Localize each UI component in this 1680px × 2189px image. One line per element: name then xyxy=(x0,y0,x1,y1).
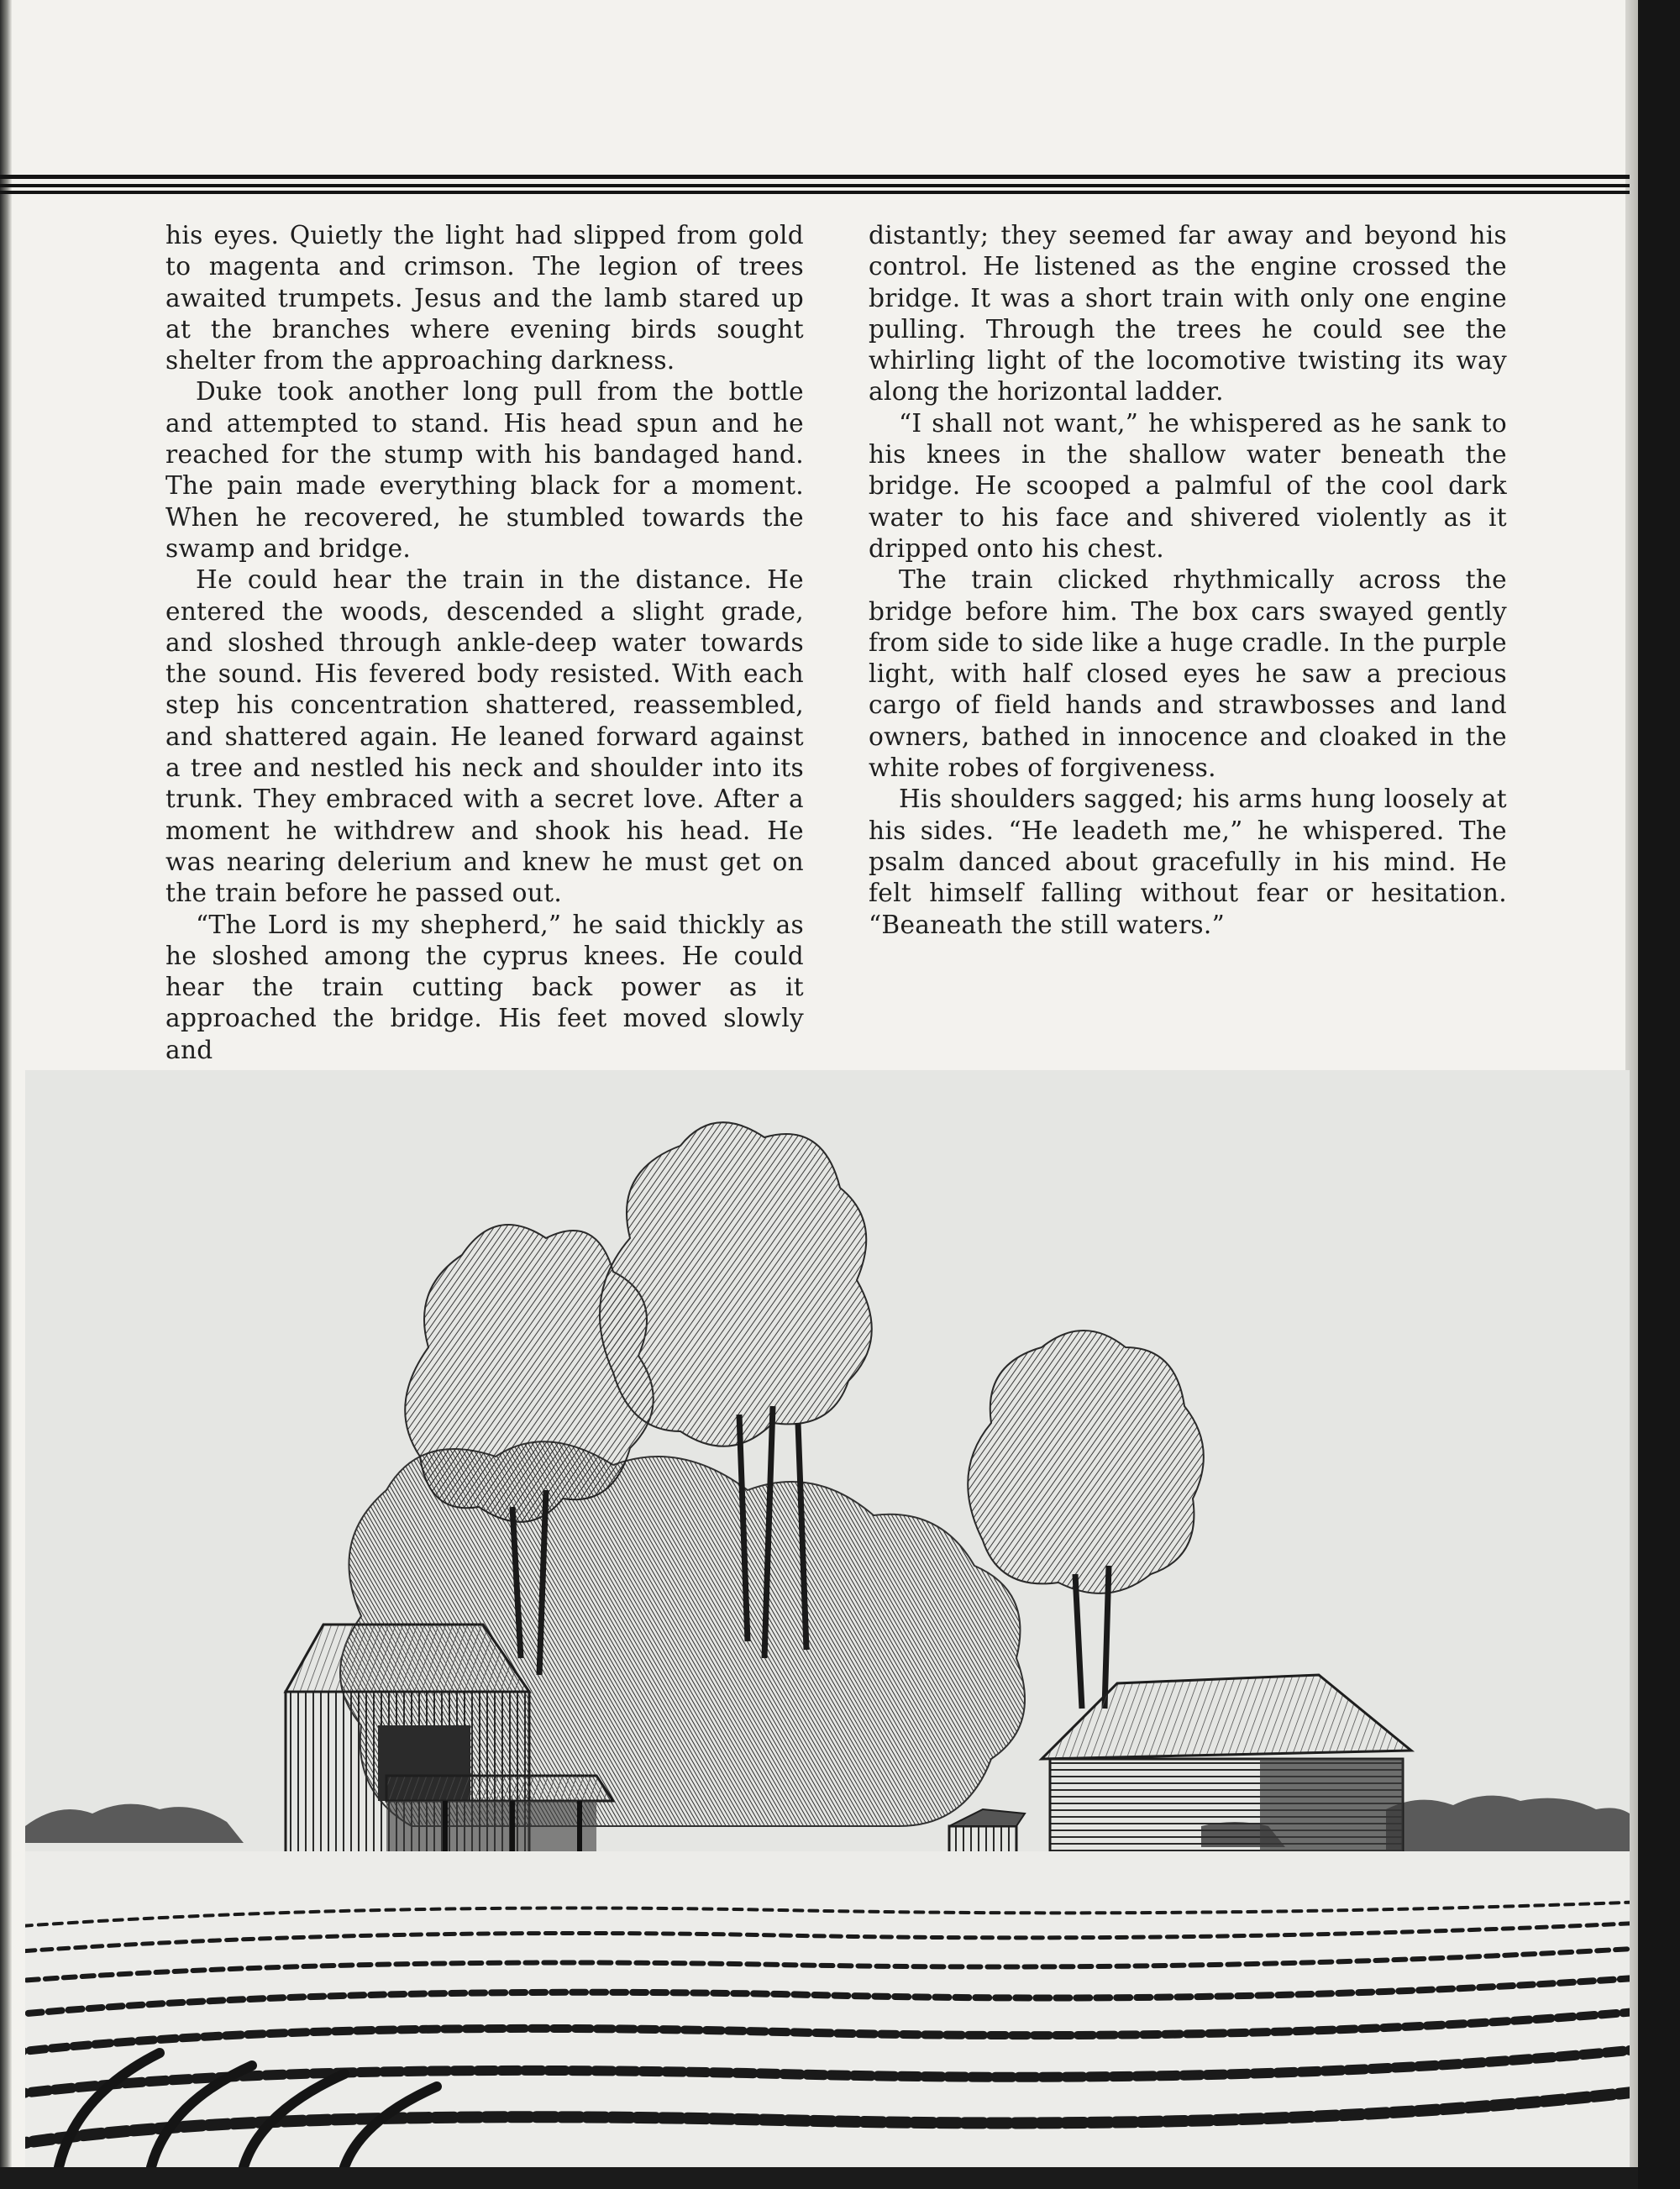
header-rule xyxy=(0,175,1630,179)
page-binding-shadow xyxy=(0,0,12,2167)
header-rule xyxy=(0,191,1630,194)
text-column-left xyxy=(165,220,804,1066)
scan-background-edge xyxy=(1638,0,1680,2189)
header-rules xyxy=(0,175,1630,194)
paragraph: He could hear the train in the distance. He entered the woods, descended a slight grade, and sloshed through ankle-deep water towards the sound. His fevered body resisted. With each step his concentration shattered, reassembled, and shattered again. He leaned forward against a tree and nestled his neck and shoulder into its trunk. They embraced with a secret love. After a moment he withdrew and shook his head. He was nearing delerium and knew he must get on the train before he passed out. xyxy=(165,565,804,908)
paragraph: His shoulders sagged; his arms hung loosely at his sides. “He leadeth me,” he whispered. The psalm danced about gracefully in his mind. He felt himself falling without fear or hesitation. “Beaneath the still waters.” xyxy=(869,785,1507,939)
paragraph: Duke took another long pull from the bottle and attempted to stand. His head spun and he reached for the stump with his bandaged hand. The pain made everything black for a moment. When he recovered, he stumbled towards the swamp and bridge. xyxy=(165,377,804,563)
paragraph: his eyes. Quietly the light had slipped from gold to magenta and crimson. The legion of trees awaited trumpets. Jesus and the lamb stared up at the branches where evening birds sought shelter from the approaching darkness. xyxy=(165,221,804,375)
paragraph: The train clicked rhythmically across the bridge before him. The box cars swayed gently from side to side like a huge cradle. In the purple light, with half closed eyes he saw a precious cargo of field hands and strawbosses and land owners, bathed in innocence and cloaked in the white robes of forgiveness. xyxy=(869,565,1507,783)
farm-illustration xyxy=(25,1070,1630,2167)
text-column-right xyxy=(869,220,1507,941)
header-rule xyxy=(0,184,1630,187)
paragraph: “I shall not want,” he whispered as he sank to his knees in the shallow water beneath the bridge. He scooped a palmful of the cool dark water to his face and shivered violently as it dripped onto his chest. xyxy=(869,408,1507,563)
paragraph: “The Lord is my shepherd,” he said thickly as he sloshed among the cyprus knees. He could hear the train cutting back power as it approached the bridge. His feet moved slowly and xyxy=(165,910,804,1064)
paragraph: distantly; they seemed far away and beyond his control. He listened as the engine crossed the bridge. It was a short train with only one engine pulling. Through the trees he could see the whirling light of the locomotive twisting its way along the horizontal ladder. xyxy=(869,221,1507,407)
